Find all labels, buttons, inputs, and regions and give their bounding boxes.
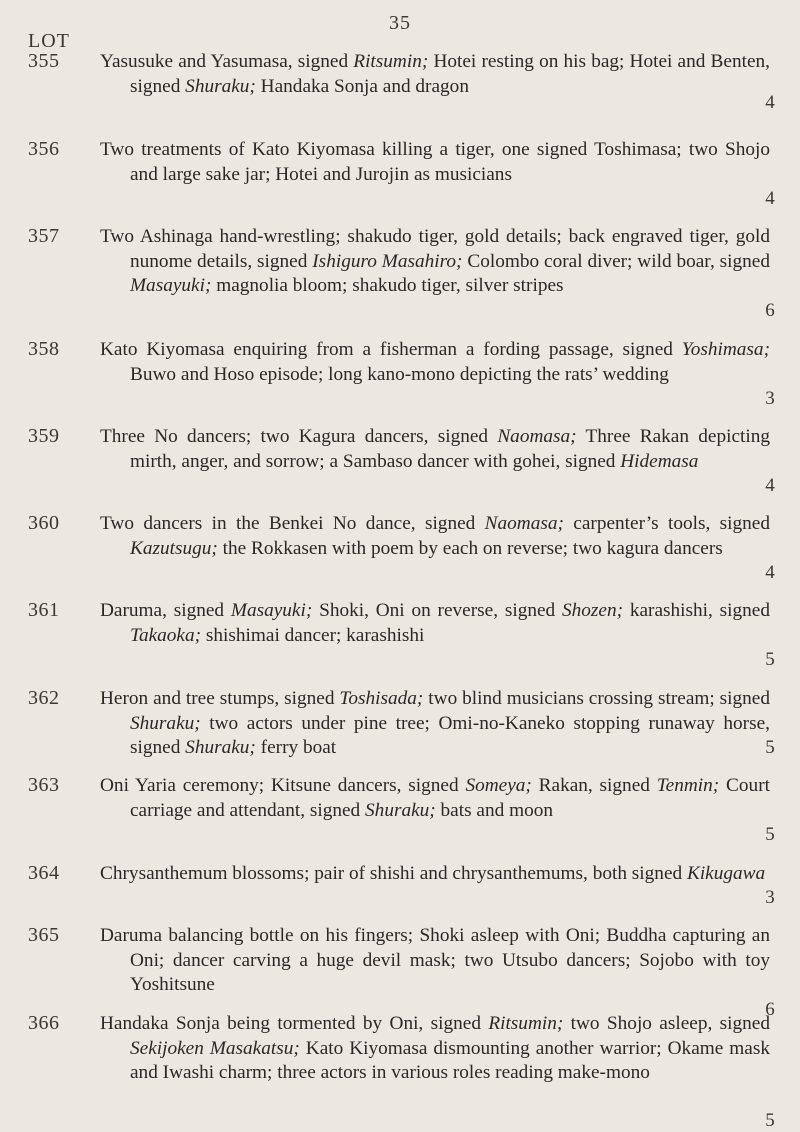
description-text: Rakan, signed [531,775,657,796]
signature-text: Hidemasa [620,450,699,472]
signature-text: Ritsumin; [353,51,429,72]
description-text: Court carriage and attendant, signed [130,775,770,821]
description-text: Kato Kiyomasa dismounting another warrior; Okame mask and Iwashi charm; three actors in various roles reading make-mono [130,1037,770,1083]
page-number: 35 [389,12,411,34]
description-text: Shoki, Oni on reverse, signed [312,600,562,621]
signature-text: Yoshimasa; [681,339,770,360]
description-text: ferry boat [255,737,337,758]
lot-description [100,1012,770,1086]
description-text: Two dancers in the Benkei No dance, signed [100,513,485,534]
lot-description [100,599,770,648]
lot-quantity: 6 [765,999,775,1020]
lot-quantity: 4 [765,92,775,113]
lot-description [100,138,770,187]
description-text: carpenter’s tools, signed [563,513,770,534]
signature-text: Kazutsugu; [130,537,218,559]
description-text: Three No dancers; two Kagura dancers, signed [100,426,498,447]
signature-text: Shuraku; [185,737,256,758]
lot-quantity: 4 [765,188,775,209]
lot-quantity: 4 [765,475,775,496]
description-text: Two Ashinaga hand-wrestling; shakudo tiger, gold details; back engraved tiger, gold nunome details, signed [100,226,770,272]
description-text: magnolia bloom; shakudo tiger, silver stripes [211,275,564,296]
lot-quantity: 5 [765,649,775,670]
signature-text: Shozen; [561,600,624,621]
lot-description [100,338,770,387]
description-text: Yasusuke and Yasumasa, signed [100,51,354,72]
lot-description [100,774,770,823]
description-text: Two treatments of Kato Kiyomasa killing a tiger, one signed Toshimasa; two Shojo and large sake jar; Hotei and Jurojin as musicians [100,139,770,185]
description-text: bats and moon [435,799,553,821]
signature-text: Ishiguro Masahiro; [312,250,463,272]
lot-description [100,225,770,299]
signature-text: Someya; [465,775,532,796]
lot-description [100,687,770,761]
lot-number: 356 [28,138,60,160]
description-text: Kato Kiyomasa enquiring from a fisherman a fording passage, signed [100,339,682,360]
lot-number: 361 [28,599,60,621]
description-text: Heron and tree stumps, signed [100,688,340,709]
signature-text: Kikugawa [686,863,766,884]
description-text: Handaka Sonja being tormented by Oni, signed [100,1013,489,1034]
description-text: Handaka Sonja and dragon [255,75,469,97]
description-text: karashishi, signed [623,600,770,621]
lot-number: 363 [28,774,60,796]
lot-column-header: LOT [28,30,70,52]
lot-description [100,924,770,998]
lot-quantity: 3 [765,887,775,908]
description-text: two Shojo asleep, signed [563,1013,770,1034]
lot-quantity: 5 [765,824,775,845]
lot-number: 359 [28,425,60,447]
description-text: Hotei resting on his bag; Hotei and Benten, signed [130,51,770,97]
signature-text: Shuraku; [365,799,436,821]
description-text: Buwo and Hoso episode; long kano-mono depicting the rats’ wedding [130,363,669,385]
signature-text: Masayuki; [130,275,212,296]
lot-description [100,512,770,561]
signature-text: Tenmin; [656,775,720,796]
description-text: shishimai dancer; karashishi [201,624,425,646]
lot-number: 362 [28,687,60,709]
lot-number: 355 [28,50,60,72]
description-text: two blind musicians crossing stream; signed [423,688,771,709]
lot-number: 365 [28,924,60,946]
description-text: the Rokkasen with poem by each on reverse; two kagura dancers [217,537,723,559]
lot-description [100,862,770,887]
lot-number: 360 [28,512,60,534]
description-text: two actors under pine tree; Omi-no-Kaneko stopping runaway horse, signed [130,712,770,758]
lot-description [100,425,770,474]
description-text: Daruma, signed [100,600,231,621]
description-text: Oni Yaria ceremony; Kitsune dancers, signed [100,775,466,796]
lot-number: 357 [28,225,60,247]
signature-text: Toshisada; [339,688,424,709]
lot-quantity: 3 [765,388,775,409]
signature-text: Masayuki; [230,600,313,621]
description-text: Daruma balancing bottle on his fingers; Shoki asleep with Oni; Buddha capturing an Oni; dancer carving a huge devil mask; two Utsubo dancers; Sojobo with toy Yoshitsune [100,925,770,995]
signature-text: Takaoka; [130,624,202,646]
signature-text: Ritsumin; [488,1013,564,1034]
lot-quantity: 4 [765,562,775,583]
signature-text: Naomasa; [484,513,564,534]
lot-number: 366 [28,1012,60,1034]
lot-quantity: 6 [765,300,775,321]
lot-number: 364 [28,862,60,884]
description-text: Colombo coral diver; wild boar, signed [462,250,770,272]
description-text: Three Rakan depicting mirth, anger, and sorrow; a Sambaso dancer with gohei, signed [130,426,770,472]
lot-quantity: 5 [765,1110,775,1131]
lot-description [100,50,770,99]
signature-text: Shuraku; [185,75,256,97]
lot-number: 358 [28,338,60,360]
signature-text: Naomasa; [497,426,577,447]
lot-quantity: 5 [765,737,775,758]
description-text: Chrysanthemum blossoms; pair of shishi and chrysanthemums, both signed [100,863,687,884]
signature-text: Shuraku; [130,712,201,734]
signature-text: Sekijoken Masakatsu; [130,1037,300,1059]
